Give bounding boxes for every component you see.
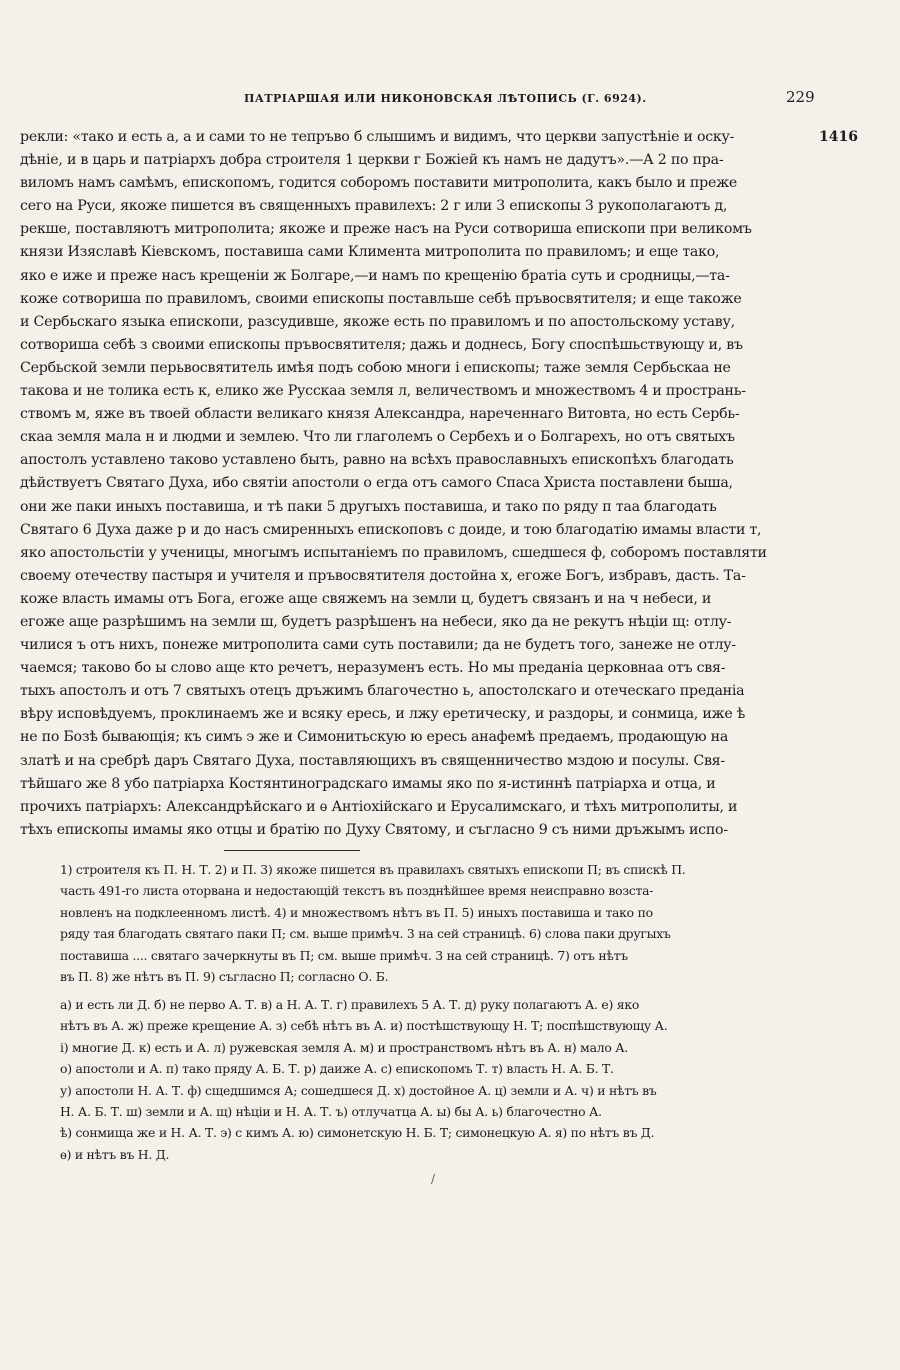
text-line: чилися ъ отъ нихъ, понеже митрополита сами суть поставили; да не будетъ того, занеже не отлу- <box>20 637 736 654</box>
text-line: они же паки иныхъ поставиша, и тѣ паки 5 другыхъ поставиша, и тако по ряду п таа благодать <box>20 498 717 515</box>
text-line: златѣ и на сребрѣ даръ Святаго Духа, поставляющихъ въ священничество мздою и посулы. Свя- <box>20 752 725 769</box>
text-line: яко апостольстіи у ученицы, многымъ испытаніемъ по правиломъ, сшедшеся ф, соборомъ поставляти <box>20 544 767 561</box>
running-head: ПАТРІАРШАЯ ИЛИ НИКОНОВСКАЯ ЛѢТОПИСЬ (Г. 6924). <box>244 92 647 105</box>
variant-note-line: і) многие Д. к) есть и А. л) ружевская земля А. м) и пространствомъ нѣтъ въ А. н) мало А. <box>60 1039 629 1055</box>
text-line: чаемся; таково бо ы слово аще кто речетъ, неразуменъ есть. Но мы преданіа церковнаа отъ свя- <box>20 660 726 677</box>
footnote-line: ряду тая благодать святаго паки П; см. выше примѣч. 3 на сей страницѣ. 6) слова паки другыхъ <box>60 926 671 942</box>
print-mark: / <box>431 1172 436 1186</box>
footnote-line: часть 491-го листа оторвана и недостающій текстъ въ позднѣйшее время неисправно возста- <box>60 883 654 899</box>
variant-note-line: Н. А. Б. Т. ш) земли и А. щ) нѣціи и Н. А. Т. ъ) отлучатца А. ы) бы А. ь) благочестно А. <box>60 1104 602 1120</box>
text-line: апостолъ уставлено таково уставлено быть, равно на всѣхъ православныхъ епископѣхъ благодать <box>20 452 734 469</box>
page-header <box>0 86 900 114</box>
text-line: виломъ намъ самѣмъ, епископомъ, годится соборомъ поставити митрополита, какъ было и преже <box>20 175 738 192</box>
footnote-line: въ П. 8) же нѣтъ въ П. 9) съгласно П; согласно О. Б. <box>60 969 389 985</box>
text-line: скаа земля мала н и людми и землею. Что ли глаголемъ о Сербехъ и о Болгарехъ, но отъ святыхъ <box>20 429 735 446</box>
text-line: Сербьской земли перьвосвятитель имѣя подъ собою многи і епископы; таже земля Сербьскаа не <box>20 359 731 376</box>
margin-year: 1416 <box>819 129 858 145</box>
main-text <box>20 126 820 842</box>
text-line: тѣйшаго же 8 убо патріарха Костянтиноградскаго имамы яко по я-истиннѣ патріарха и отца, и <box>20 775 716 792</box>
text-line: не по Бозѣ бывающія; къ симъ э же и Симонитьскую ю ересь анафемѣ предаемъ, продающую на <box>20 729 729 746</box>
footnotes-numbered <box>60 859 806 987</box>
text-line: дѣйствуетъ Святаго Духа, ибо святіи апостоли о егда отъ самого Спаса Христа поставлени быша, <box>20 475 733 492</box>
text-line: тыхъ апостолъ и отъ 7 святыхъ отецъ дръжимъ благочестно ь, апостолскаго и отеческаго преданіа <box>20 683 745 700</box>
text-line: егоже аще разрѣшимъ на земли ш, будетъ разрѣшенъ на небеси, яко да не рекутъ нѣціи щ: отлу- <box>20 613 732 630</box>
text-line: прочихъ патріархъ: Александрѣйскаго и ѳ Антіохійскаго и Ерусалимскаго, и тѣхъ митрополиты, и <box>20 798 738 815</box>
variant-note-line: а) и есть ли Д. б) не перво А. Т. в) а Н. А. Т. г) правилехъ 5 А. Т. д) руку полагаютъ А. е) яко <box>60 997 640 1012</box>
text-line: тѣхъ епископы имамы яко отцы и братію по Духу Святому, и съгласно 9 съ ними дръжымъ испо- <box>20 821 728 838</box>
variant-note-line: ѳ) и нѣтъ въ Н. Д. <box>60 1146 170 1162</box>
variant-note-line: у) апостоли Н. А. Т. ф) сщедшимся А; сошедшеся Д. х) достойное А. ц) земли и А. ч) и нѣтъ въ <box>60 1082 657 1098</box>
text-line: яко е иже и преже насъ крещеніи ж Болгаре,—и намъ по крещенію братіа суть и сродницы,—та- <box>20 267 730 284</box>
footnote-divider <box>224 850 360 851</box>
text-line: ствомъ м, яже въ твоей области великаго князя Александра, нареченнаго Витовта, но есть Сербь- <box>20 406 740 423</box>
text-line: сего на Руси, якоже пишется въ священныхъ правилехъ: 2 г или 3 епископы 3 рукополагаютъ д, <box>20 198 728 215</box>
text-line: своему отечеству пастыря и учителя и пръвосвятителя достойна х, егоже Богъ, избравъ, дасть. Та- <box>20 567 746 584</box>
text-line: такова и не толика есть к, елико же Русскаа земля л, величествомъ и множествомъ 4 и пространь- <box>20 383 746 400</box>
text-line: Святаго 6 Духа даже р и до насъ смиренныхъ епископовъ с доиде, и тою благодатію имамы власти т, <box>20 521 762 538</box>
text-line: коже власть имамы отъ Бога, егоже аще свяжемъ на земли ц, будетъ связанъ и на ч небеси, и <box>20 590 712 607</box>
text-line: сотвориша себѣ з своими епископы пръвосвятителя; дажь и доднесь, Богу споспѣшьствующу и, въ <box>20 336 743 353</box>
footnotes-lettered <box>60 994 806 1165</box>
footnote-line: поставиша .... святаго зачеркнуты въ П; см. выше примѣч. 3 на сей страницѣ. 7) отъ нѣтъ <box>60 947 628 963</box>
footnote-line: новленъ на подклеенномъ листѣ. 4) и множествомъ нѣтъ въ П. 5) иныхъ поставиша и тако по <box>60 904 653 920</box>
footnote-line: 1) строителя къ П. Н. Т. 2) и П. 3) якоже пишется въ правилахъ святыхъ епископи П; въ спискѣ П. <box>60 862 686 877</box>
variant-note-line: нѣтъ въ А. ж) преже крещение А. з) себѣ нѣтъ въ А. и) постѣшствующу Н. Т; поспѣшствующу А. <box>60 1018 668 1034</box>
variant-note-line: о) апостоли и А. п) тако пряду А. Б. Т. р) даиже А. с) епископомъ Т. т) власть Н. А. Б. Т. <box>60 1061 614 1077</box>
text-line: и Сербьскаго языка епископи, разсудивше, якоже есть по правиломъ и по апостольскому уставу, <box>20 313 735 330</box>
text-line: вѣру исповѣдуемъ, проклинаемъ же и всяку ересь, и лжу еретическу, и раздоры, и сонмица, иже ѣ <box>20 706 746 723</box>
variant-note-line: ѣ) сонмища же и Н. А. Т. э) с кимъ А. ю) симонетскую Н. Б. Т; симонецкую А. я) по нѣтъ въ Д. <box>60 1125 655 1141</box>
text-line: коже сотвориша по правиломъ, своими епископы поставльше себѣ пръвосвятителя; и еще такоже <box>20 290 742 307</box>
text-line: дѣніе, и в царь и патріархъ добра строителя 1 церкви г Божіей къ намъ не дадутъ».—А 2 по пра- <box>20 152 724 169</box>
page-number: 229 <box>786 88 815 106</box>
text-line: рекли: «тако и есть а, а и сами то не тепръво б слышимъ и видимъ, что церкви запустѣніе и оску- <box>20 129 735 145</box>
text-line: князи Изяславѣ Кіевскомъ, поставиша сами Климента митрополита по правиломъ; и еще тако, <box>20 244 720 261</box>
text-line: рекше, поставляютъ митрополита; якоже и преже насъ на Руси сотвориша епископи при великомъ <box>20 221 752 238</box>
